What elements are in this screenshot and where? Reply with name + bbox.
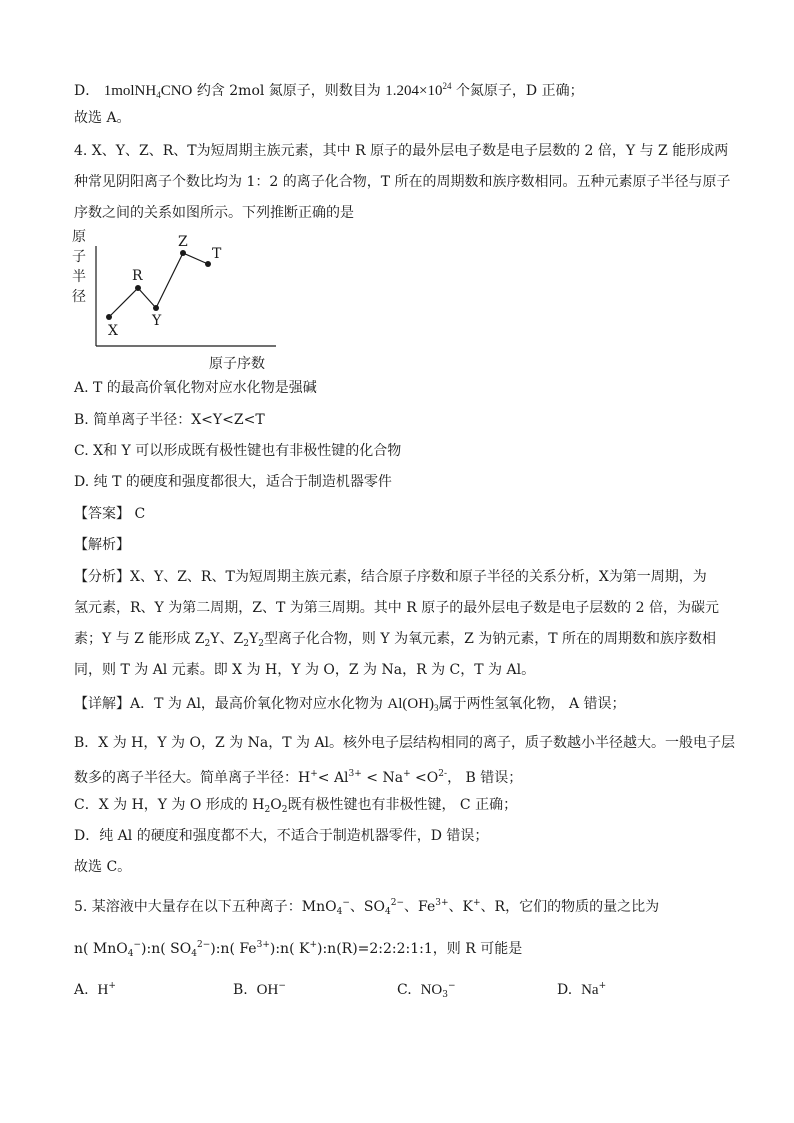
text: C．X 为 H，Y 为 O 形成的 H: [74, 797, 265, 813]
label-t: T: [212, 246, 222, 262]
superscript: −: [278, 981, 286, 991]
superscript: 3+: [256, 940, 270, 950]
text: C.: [397, 982, 412, 998]
number: [385, 83, 451, 99]
text: A．T 为 Al，最高价氧化物对应水化物为: [130, 696, 383, 712]
answer-tag: 【答案】: [74, 506, 130, 522]
text: 、Fe: [404, 899, 436, 915]
point-x: [106, 314, 112, 320]
xiangjie-line-c: [74, 795, 517, 820]
fenxi-tag: 【分析】: [74, 569, 130, 585]
label-r: R: [132, 268, 143, 284]
text: X、Y、Z、R、T为短周期主族元素，结合原子序数和原子半径的关系分析，X为第一周期，为: [130, 569, 707, 585]
q4-option-c: C. X和 Y 可以形成既有极性键也有非极性键的化合物: [74, 443, 402, 459]
formula: [387, 696, 438, 712]
q4-stem-line-1: 4. X、Y、Z、R、T为短周期主族元素，其中 R 原子的最外层电子数是电子层数的 2 倍，Y 与 Z 能形成两: [74, 143, 729, 159]
point-r: [135, 285, 141, 291]
subscript: 2: [264, 805, 271, 815]
text: 型离子化合物，则 Y 为氧元素，Z 为钠元素，T 所在的周期数和族序数相: [263, 631, 717, 647]
subscript: 3: [442, 990, 448, 1000]
superscript: −: [133, 940, 142, 950]
text: ):n( Fe: [210, 941, 257, 957]
subscript: 2: [281, 805, 288, 815]
text: CNO: [160, 83, 193, 99]
text: B.: [233, 982, 248, 998]
q4-option-a: A. T 的最高价氧化物对应水化物是强碱: [74, 380, 317, 396]
text: 数多的离子半径大。简单离子半径：H: [74, 770, 311, 786]
prev-option-d: [74, 76, 584, 105]
analysis-tag: 【解析】: [74, 537, 130, 553]
xiangjie-line-b1: B．X 为 H，Y 为 O，Z 为 Na，T 为 Al。核外电子层结构相同的离子，质子数越小半径越大。一般电子层: [74, 735, 736, 751]
xiangjie-line-b2: [74, 764, 522, 788]
formula: H: [97, 982, 109, 998]
text: 1molNH: [103, 83, 157, 99]
q5-option-a: [74, 976, 116, 1000]
text: 5. 某溶液中大量存在以下五种离子：MnO: [74, 899, 337, 915]
superscript: +: [403, 769, 411, 779]
text: 、SO: [349, 899, 385, 915]
subscript: 3: [434, 703, 439, 713]
xiangjie-tag: 【详解】: [74, 696, 130, 712]
y-axis-label: 半: [72, 269, 86, 285]
superscript: +: [473, 898, 481, 908]
text: ):n( SO: [141, 941, 192, 957]
superscript: 2−: [390, 898, 405, 908]
choose-c-line: 故选 C。: [74, 859, 132, 875]
point-z: [180, 250, 186, 256]
q4-option-b: B. 简单离子半径：X<Y<Z<T: [74, 412, 265, 428]
label-y: Y: [152, 313, 162, 329]
superscript: 2−: [196, 940, 211, 950]
text: ):n( K: [269, 941, 310, 957]
text: 属于两性氢氧化物， A 错误；: [438, 696, 626, 712]
answer-value: C: [134, 506, 146, 522]
text: n( MnO: [74, 941, 128, 957]
y-axis-label: 子: [72, 249, 86, 265]
text: Y: [248, 631, 259, 647]
superscript: 3+: [348, 769, 362, 779]
text: < Al: [317, 770, 349, 786]
superscript: 2-: [438, 769, 448, 779]
fenxi-line-3: [74, 629, 716, 654]
text: 1.204×10: [385, 83, 443, 99]
text: 约含 2mol 氮原子，则数目为: [196, 83, 381, 99]
q4-stem-line-3: 序数之间的关系如图所示。下列推断正确的是: [74, 205, 354, 221]
x-axis-label: 原子序数: [209, 356, 265, 372]
subscript: 4: [336, 907, 343, 917]
superscript: 24: [442, 81, 452, 91]
subscript: 4: [191, 949, 197, 959]
text: ， B 错误；: [447, 770, 523, 786]
q5-option-c: [397, 976, 456, 1005]
text: Y、Z: [210, 631, 244, 647]
radius-diagram: [68, 226, 288, 376]
superscript: 3+: [435, 898, 449, 908]
label-z: Z: [178, 234, 188, 250]
subscript: 2: [243, 639, 249, 649]
q5-option-d: [557, 976, 606, 1000]
text: 、R，它们的物质的量之比为: [480, 899, 660, 915]
superscript: +: [309, 940, 317, 950]
formula: OH: [256, 982, 279, 998]
subscript: 2: [204, 639, 211, 649]
subscript: 2: [258, 639, 264, 649]
formula: Na: [581, 982, 599, 998]
superscript: +: [598, 981, 607, 991]
y-axis-label: 原: [72, 229, 86, 245]
fenxi-line-2: 氢元素，R、Y 为第二周期，Z、T 为第三周期。其中 R 原子的最外层电子数是电子层数的 2 倍，为碳元: [74, 600, 719, 616]
text: D.: [557, 982, 573, 998]
q5-option-b: [233, 976, 286, 1000]
superscript: −: [447, 981, 456, 991]
choose-a-line: 故选 A。: [74, 110, 131, 126]
text: <O: [410, 770, 439, 786]
text: 素；Y 与 Z 能形成 Z: [74, 631, 205, 647]
fenxi-line-1: [74, 567, 707, 587]
label-x: X: [108, 323, 118, 339]
q4-option-d: D. 纯 T 的硬度和强度都很大，适合于制造机器零件: [74, 474, 392, 490]
y-axis-label: 径: [72, 289, 86, 305]
superscript: +: [310, 769, 318, 779]
formula: NO: [420, 982, 443, 998]
text: < Na: [361, 770, 404, 786]
subscript: 4: [385, 907, 391, 917]
xiangjie-line-a: [74, 694, 626, 718]
subscript: 4: [156, 90, 161, 100]
q5-ratio-line: [74, 935, 522, 964]
q4-stem-line-2: 种常见阴阳离子个数比均为 1：2 的离子化合物，T 所在的周期数和族序数相同。五种元素原子半径与原子: [74, 174, 731, 190]
q5-stem-line-1: [74, 893, 659, 922]
text: 既有极性键也有非极性键， C 正确；: [287, 797, 518, 813]
text: 个氮原子，D 正确；: [455, 83, 584, 99]
text: ):n(R)=2:2:2:1:1，则 R 可能是: [317, 941, 523, 957]
fenxi-line-4: 同，则 T 为 Al 元素。即 X 为 H，Y 为 O，Z 为 Na，R 为 C，T 为 Al。: [74, 662, 536, 678]
answer-line: [74, 504, 145, 524]
formula: [104, 83, 193, 99]
text: O: [270, 797, 282, 813]
xiangjie-line-d: D．纯 Al 的硬度和强度都不大，不适合于制造机器零件，D 错误；: [74, 828, 489, 844]
superscript: +: [108, 981, 116, 991]
text: A.: [74, 982, 89, 998]
superscript: −: [342, 898, 350, 908]
subscript: 4: [127, 949, 134, 959]
point-t: [205, 261, 211, 267]
point-y: [153, 305, 159, 311]
text: D．: [74, 83, 100, 99]
text: 、K: [448, 899, 473, 915]
text: Al(OH): [387, 696, 435, 712]
